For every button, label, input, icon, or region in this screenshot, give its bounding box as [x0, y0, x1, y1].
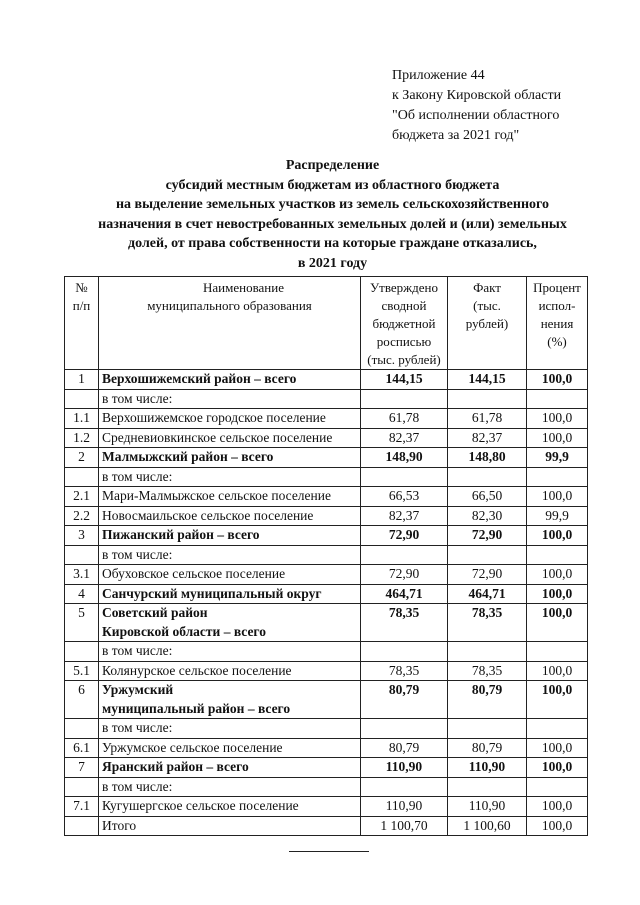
row-num: 2	[65, 448, 99, 468]
row-fact: 78,35	[448, 604, 527, 642]
row-fact: 82,37	[448, 428, 527, 448]
row-fact: 82,30	[448, 506, 527, 526]
header-text: (тыс.	[473, 298, 501, 313]
row-pct: 100,0	[527, 738, 588, 758]
row-num: 1.1	[65, 409, 99, 429]
row-plan	[361, 719, 448, 739]
header-text: (%)	[547, 334, 567, 349]
row-num: 1	[65, 370, 99, 390]
footer-divider	[289, 851, 369, 852]
row-num: 6.1	[65, 738, 99, 758]
header-pct	[527, 277, 588, 370]
table-row	[65, 642, 588, 662]
row-num: 5.1	[65, 661, 99, 681]
row-name: Малмыжский район – всего	[99, 448, 361, 468]
row-plan: 72,90	[361, 526, 448, 546]
row-fact: 464,71	[448, 584, 527, 604]
row-plan	[361, 545, 448, 565]
row-name: в том числе:	[99, 467, 361, 487]
row-pct: 100,0	[527, 370, 588, 390]
row-pct: 99,9	[527, 506, 588, 526]
row-pct	[527, 545, 588, 565]
row-num: 2.2	[65, 506, 99, 526]
header-text: муниципального образования	[147, 298, 312, 313]
row-fact: 78,35	[448, 661, 527, 681]
row-num	[65, 389, 99, 409]
row-plan	[361, 467, 448, 487]
header-text: Наименование	[203, 280, 284, 295]
row-name: Яранский район – всего	[99, 758, 361, 778]
header-name	[99, 277, 361, 370]
table-row	[65, 409, 588, 429]
row-num: 6	[65, 681, 99, 719]
row-fact: 66,50	[448, 487, 527, 507]
header-text: №	[75, 280, 88, 295]
title-line: на выделение земельных участков из земель сельскохозяйственного	[115, 197, 550, 212]
row-num: 3	[65, 526, 99, 546]
row-pct: 99,9	[527, 448, 588, 468]
header-text: испол-	[538, 298, 576, 313]
row-name: в том числе:	[99, 545, 361, 565]
row-pct: 100,0	[527, 584, 588, 604]
row-num	[65, 467, 99, 487]
table-row	[65, 797, 588, 817]
row-name: Средневиовкинское сельское поселение	[99, 428, 361, 448]
row-plan: 464,71	[361, 584, 448, 604]
row-name: Санчурский муниципальный округ	[99, 584, 361, 604]
row-pct	[527, 389, 588, 409]
row-plan: 78,35	[361, 604, 448, 642]
row-name	[99, 681, 361, 719]
row-fact	[448, 777, 527, 797]
header-text: Процент	[533, 280, 581, 295]
row-name: Верхошижемский район – всего	[99, 370, 361, 390]
row-num	[65, 777, 99, 797]
table-row	[65, 661, 588, 681]
row-num: 7.1	[65, 797, 99, 817]
row-fact: 110,90	[448, 797, 527, 817]
total-plan: 1 100,70	[361, 816, 448, 836]
row-plan: 80,79	[361, 681, 448, 719]
row-num: 1.2	[65, 428, 99, 448]
header-text: рублей)	[465, 316, 509, 331]
title-line: субсидий местным бюджетам из областного бюджета	[165, 177, 500, 193]
row-fact: 148,80	[448, 448, 527, 468]
row-pct: 100,0	[527, 797, 588, 817]
row-fact: 80,79	[448, 738, 527, 758]
row-plan: 66,53	[361, 487, 448, 507]
row-name-line: Советский район	[102, 605, 208, 620]
row-name-line: Кировской области – всего	[102, 623, 266, 639]
row-plan: 148,90	[361, 448, 448, 468]
row-plan: 110,90	[361, 797, 448, 817]
table-row	[65, 584, 588, 604]
row-plan: 110,90	[361, 758, 448, 778]
row-fact: 144,15	[448, 370, 527, 390]
row-plan: 78,35	[361, 661, 448, 681]
row-plan	[361, 777, 448, 797]
appendix-line: к Закону Кировской области	[392, 88, 562, 103]
table-row	[65, 526, 588, 546]
row-pct	[527, 719, 588, 739]
table-row	[65, 448, 588, 468]
row-name-line: муниципальный район – всего	[102, 700, 291, 716]
row-name: Мари-Малмыжское сельское поселение	[99, 487, 361, 507]
row-pct: 100,0	[527, 428, 588, 448]
total-num	[65, 816, 99, 836]
table-row	[65, 719, 588, 739]
row-fact: 80,79	[448, 681, 527, 719]
header-num	[65, 277, 99, 370]
total-pct: 100,0	[527, 816, 588, 836]
row-name: Кугушергское сельское поселение	[99, 797, 361, 817]
table-row	[65, 389, 588, 409]
row-pct: 100,0	[527, 487, 588, 507]
row-name: Колянурское сельское поселение	[99, 661, 361, 681]
row-pct: 100,0	[527, 661, 588, 681]
table-row	[65, 428, 588, 448]
table-row	[65, 777, 588, 797]
header-text: сводной	[381, 298, 427, 313]
row-fact: 72,90	[448, 526, 527, 546]
row-num: 5	[65, 604, 99, 642]
row-plan	[361, 389, 448, 409]
row-name: Верхошижемское городское поселение	[99, 409, 361, 429]
appendix-line: Приложение 44	[392, 68, 485, 83]
header-text: нения	[540, 316, 574, 331]
row-fact: 110,90	[448, 758, 527, 778]
appendix-line: бюджета за 2021 год"	[392, 128, 520, 143]
title-line: в 2021 году	[297, 255, 368, 271]
row-pct	[527, 777, 588, 797]
row-num	[65, 545, 99, 565]
row-name: в том числе:	[99, 389, 361, 409]
table-row	[65, 370, 588, 390]
row-fact	[448, 642, 527, 662]
row-plan: 144,15	[361, 370, 448, 390]
title-line: долей, от права собственности на которые граждане отказались,	[128, 236, 537, 251]
row-name: Обуховское сельское поселение	[99, 565, 361, 585]
row-pct: 100,0	[527, 526, 588, 546]
header-text: Утверждено	[369, 280, 439, 295]
appendix-note	[392, 66, 622, 146]
row-name: в том числе:	[99, 719, 361, 739]
row-pct: 100,0	[527, 604, 588, 642]
row-pct: 100,0	[527, 565, 588, 585]
header-text: бюджетной	[372, 316, 436, 331]
table-row	[65, 604, 588, 642]
row-fact	[448, 545, 527, 565]
row-plan: 82,37	[361, 506, 448, 526]
table-header-row	[65, 277, 588, 370]
table-row	[65, 506, 588, 526]
header-text: росписью	[376, 334, 432, 349]
row-fact	[448, 467, 527, 487]
table-row	[65, 681, 588, 719]
row-fact	[448, 389, 527, 409]
total-fact: 1 100,60	[448, 816, 527, 836]
row-name: Уржумское сельское поселение	[99, 738, 361, 758]
row-num: 7	[65, 758, 99, 778]
row-name: Пижанский район – всего	[99, 526, 361, 546]
table-row	[65, 545, 588, 565]
row-num: 4	[65, 584, 99, 604]
table-row	[65, 565, 588, 585]
row-num: 3.1	[65, 565, 99, 585]
table-row	[65, 758, 588, 778]
row-num	[65, 719, 99, 739]
header-fact	[448, 277, 527, 370]
row-plan: 80,79	[361, 738, 448, 758]
row-plan	[361, 642, 448, 662]
row-pct: 100,0	[527, 409, 588, 429]
row-name: в том числе:	[99, 642, 361, 662]
row-plan: 82,37	[361, 428, 448, 448]
title-line: Распределение	[285, 158, 380, 173]
row-fact	[448, 719, 527, 739]
row-name: Новосмаильское сельское поселение	[99, 506, 361, 526]
distribution-table	[64, 276, 588, 836]
row-num	[65, 642, 99, 662]
title-line: назначения в счет невостребованных земельных долей и (или) земельных	[98, 216, 567, 232]
header-text: Факт	[473, 280, 501, 295]
table-row	[65, 738, 588, 758]
header-text: п/п	[72, 298, 91, 313]
row-pct: 100,0	[527, 758, 588, 778]
header-text: (тыс. рублей)	[367, 352, 441, 367]
row-pct: 100,0	[527, 681, 588, 719]
row-pct	[527, 467, 588, 487]
row-num: 2.1	[65, 487, 99, 507]
row-name	[99, 604, 361, 642]
appendix-line: "Об исполнении областного	[392, 108, 560, 123]
total-row	[65, 816, 588, 836]
row-plan: 72,90	[361, 565, 448, 585]
row-name-line: Уржумский	[102, 682, 174, 697]
row-plan: 61,78	[361, 409, 448, 429]
total-name: Итого	[99, 816, 361, 836]
row-fact: 72,90	[448, 565, 527, 585]
table-row	[65, 487, 588, 507]
document-title	[60, 156, 605, 273]
row-fact: 61,78	[448, 409, 527, 429]
row-pct	[527, 642, 588, 662]
table-row	[65, 467, 588, 487]
row-name: в том числе:	[99, 777, 361, 797]
header-plan	[361, 277, 448, 370]
